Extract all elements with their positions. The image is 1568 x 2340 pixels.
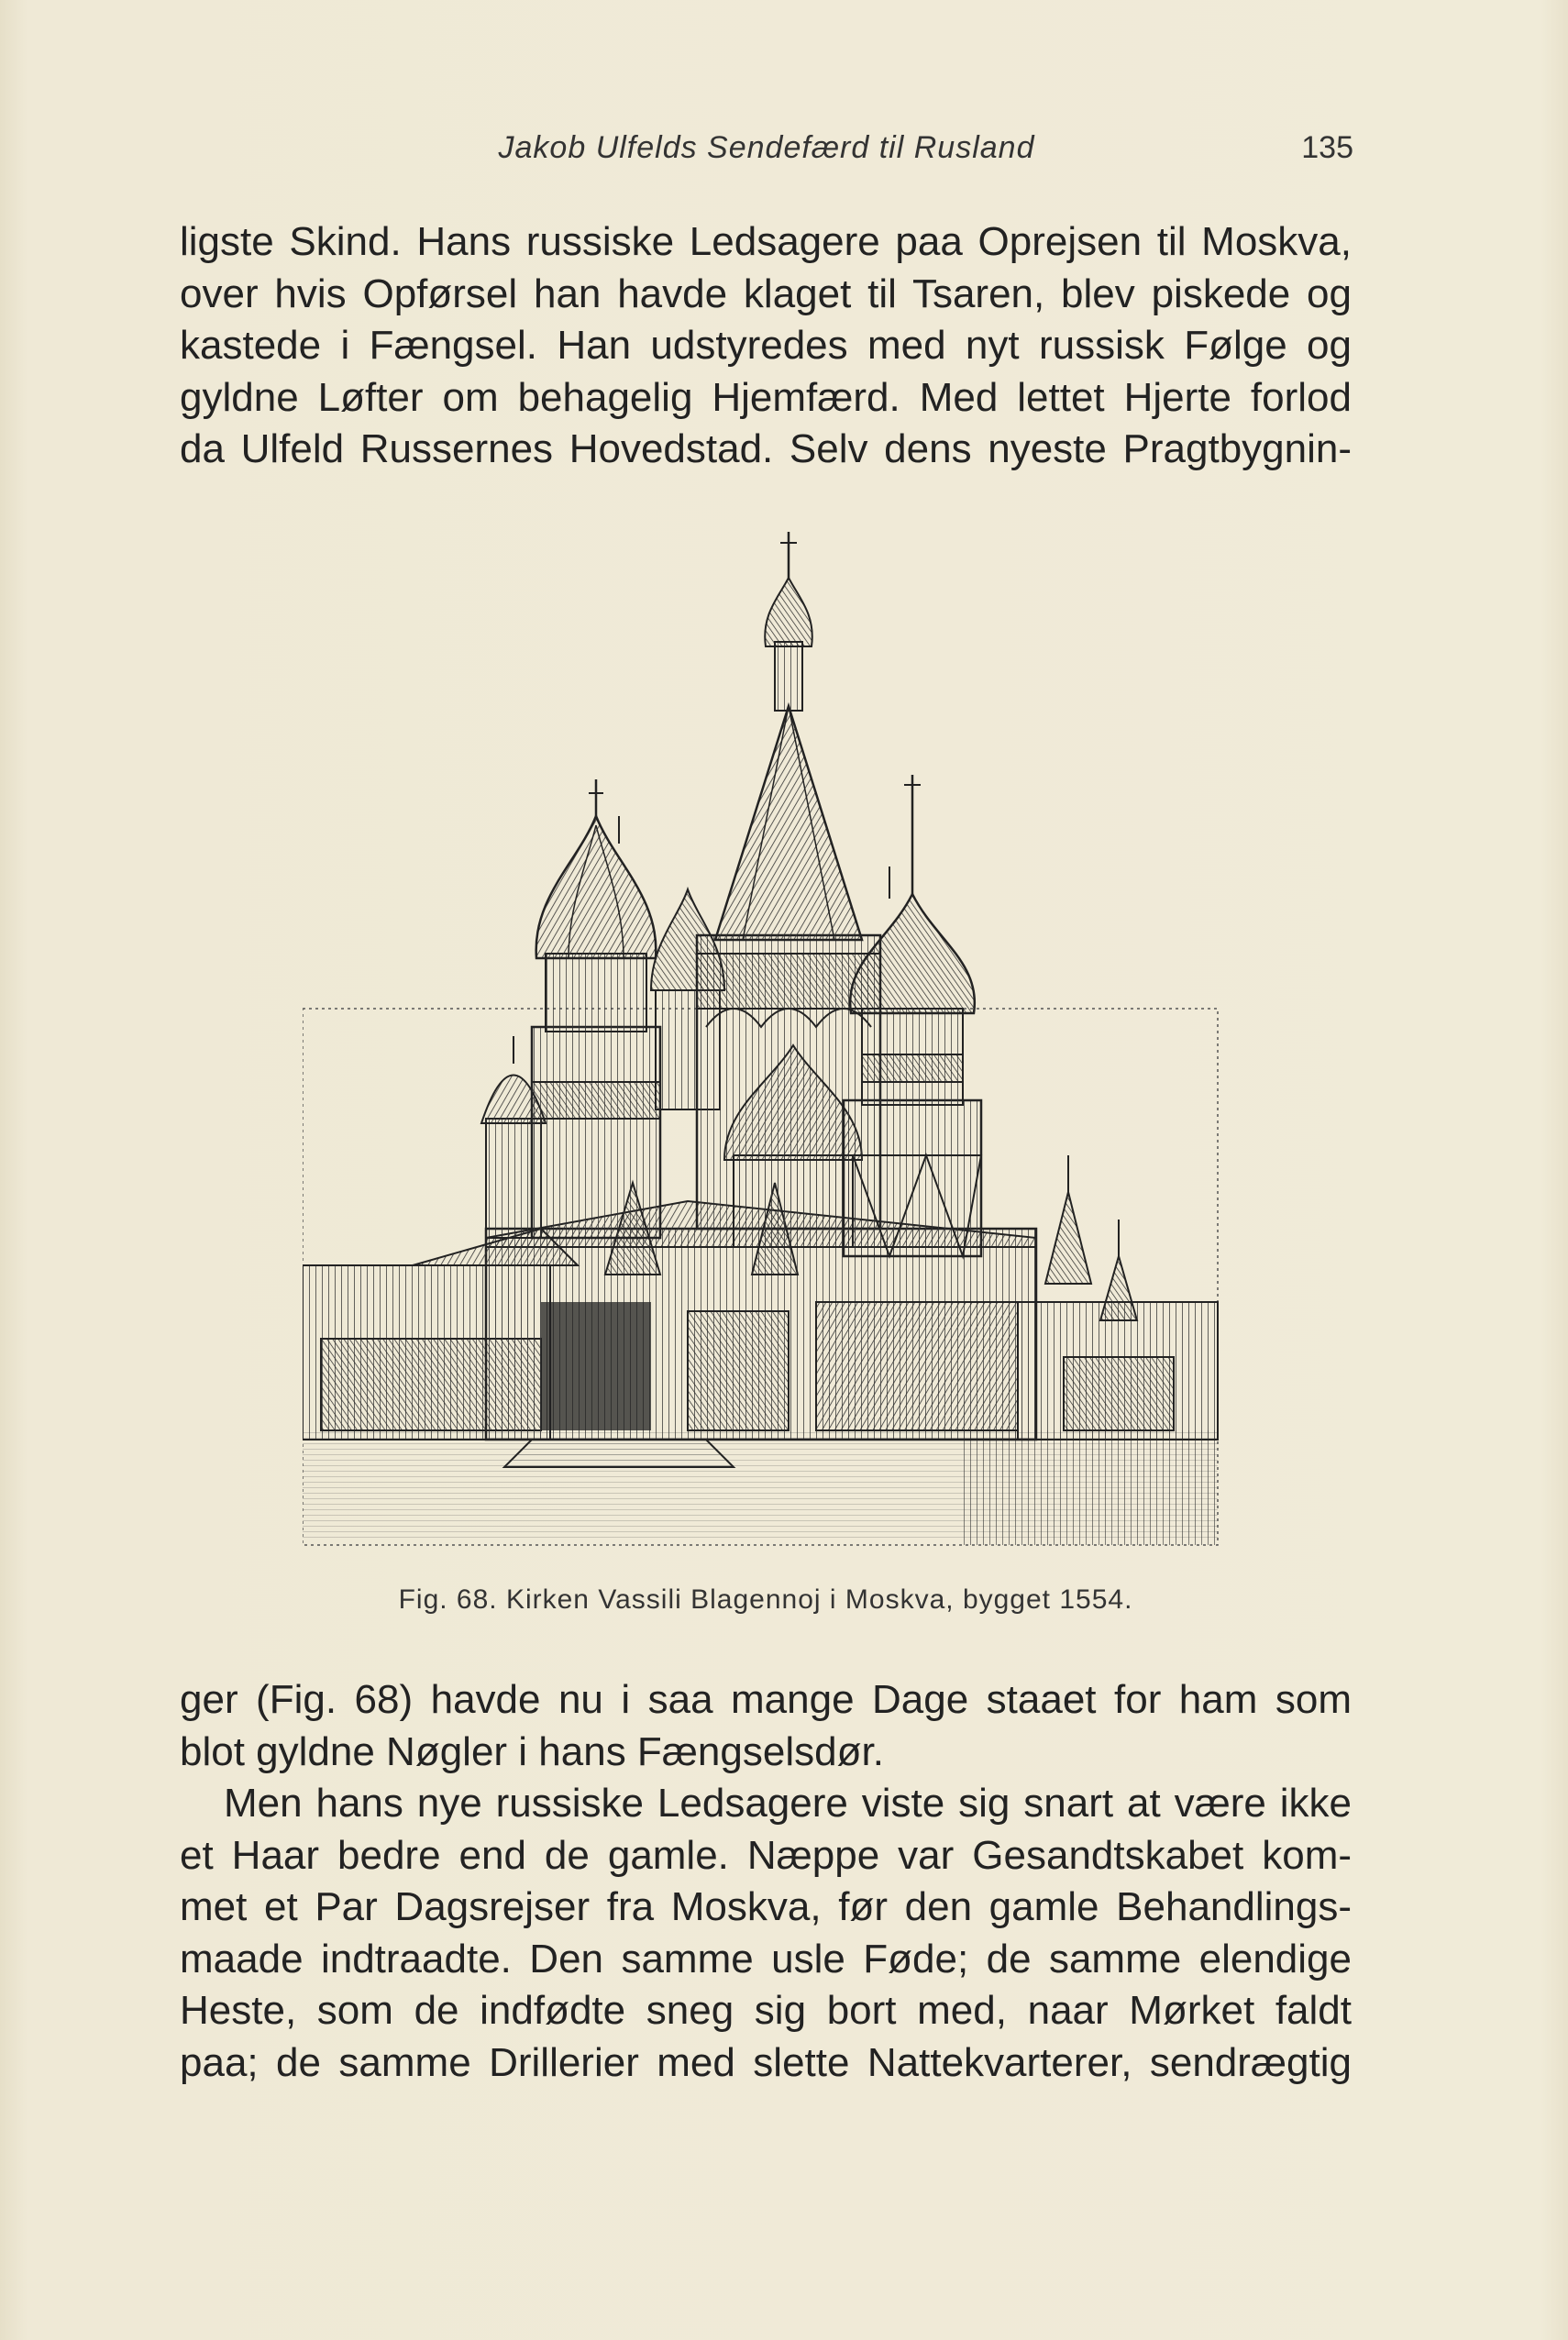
- running-title: Jakob Ulfelds Sendefærd til Rusland: [498, 130, 1035, 165]
- central-onion-dome: [765, 578, 812, 646]
- text-line: Men hans nye russiske Ledsagere viste sig snart at være ikke: [224, 1781, 1352, 1826]
- figure-caption: Fig. 68. Kirken Vassili Blagennoj i Moskva, bygget 1554.: [398, 1584, 1133, 1615]
- text-line: maade indtraadte. Den samme usle Føde; de samme elendige: [180, 1936, 1352, 1981]
- text-line: Heste, som de indfødte sneg sig bort med, naar Mørket faldt: [180, 1988, 1352, 2033]
- text-line: ligste Skind. Hans russiske Ledsagere paa Oprejsen til Moskva,: [180, 219, 1352, 264]
- text-line: ger (Fig. 68) havde nu i saa mange Dage staaet for ham som: [180, 1677, 1352, 1722]
- running-head: [180, 130, 1353, 176]
- text-line: paa; de samme Drillerier med slette Nattekvarterer, sendrægtig: [180, 2039, 1352, 2085]
- text-line: et Haar bedre end de gamle. Næppe var Gesandtskabet kom-: [180, 1832, 1352, 1878]
- text-line: da Ulfeld Russernes Hovedstad. Selv dens nyeste Pragtbygnin-: [180, 426, 1352, 471]
- text-line: met et Par Dagsrejser fra Moskva, før den gamle Behandlings-: [180, 1884, 1352, 1929]
- stairs: [504, 1440, 734, 1467]
- right-onion-dome: [850, 894, 975, 1013]
- right-tower: [844, 1100, 981, 1256]
- page-number: 135: [1301, 130, 1353, 165]
- left-onion-dome: [536, 816, 657, 958]
- text-line: blot gyldne Nøgler i hans Fængselsdør.: [180, 1728, 884, 1774]
- text-line: kastede i Fængsel. Han udstyredes med nyt russisk Følge og: [180, 323, 1352, 368]
- text-line: gyldne Løfter om behagelig Hjemfærd. Med lettet Hjerte forlod: [180, 374, 1352, 420]
- left-tower: [532, 1027, 660, 1238]
- body-text-top: [180, 216, 1352, 476]
- small-spire-right: [1045, 1192, 1091, 1284]
- text-line: over hvis Opførsel han havde klaget til Tsaren, blev piskede og: [180, 270, 1352, 316]
- church-illustration: [303, 513, 1220, 1550]
- central-tent-spire: [715, 706, 862, 940]
- body-text-bottom: [180, 1674, 1352, 2089]
